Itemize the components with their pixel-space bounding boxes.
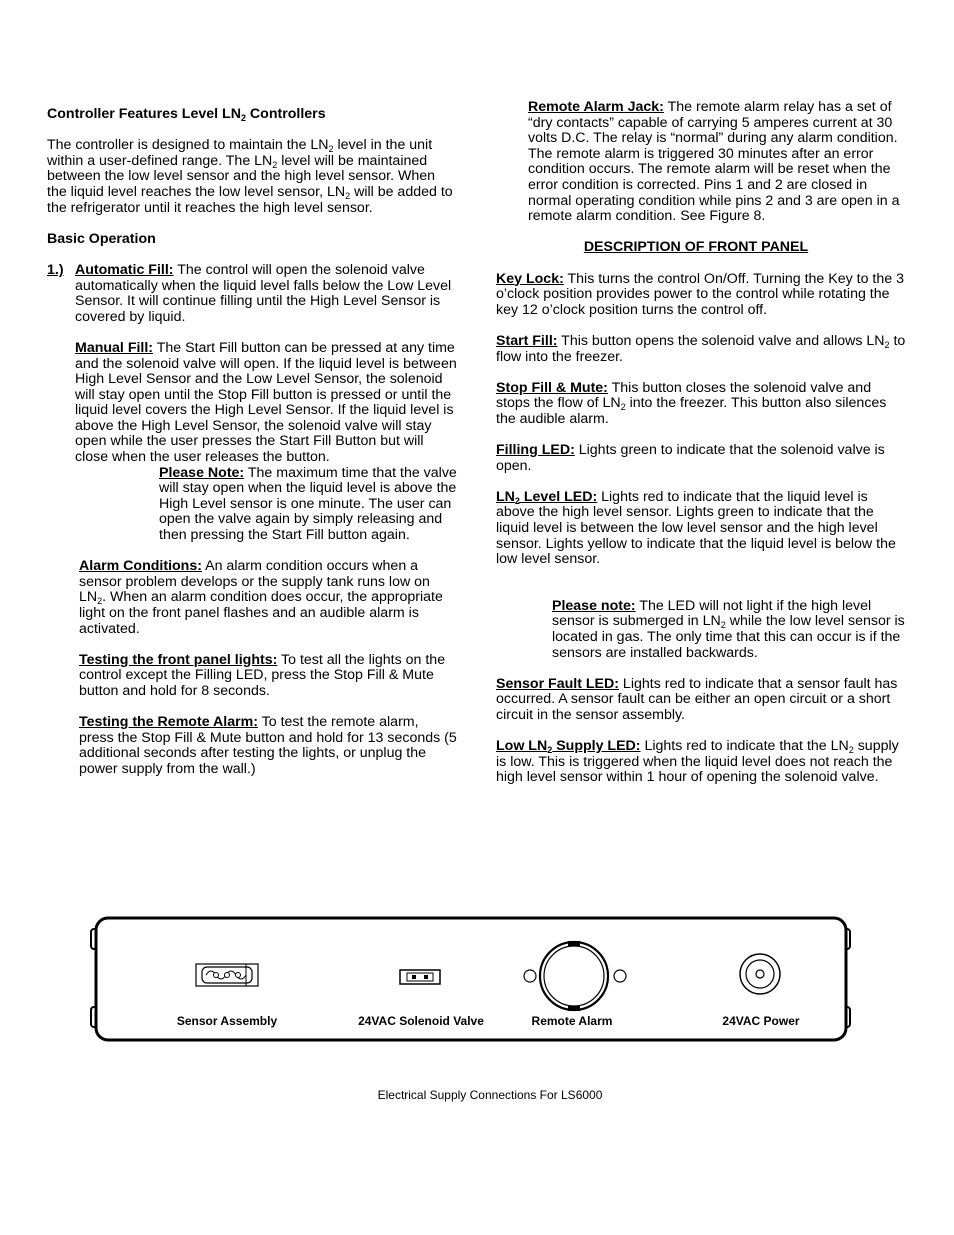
intro-paragraph (47, 138, 457, 216)
label-solenoid-valve: 24VAC Solenoid Valve (358, 1014, 484, 1028)
sensor-fault-paragraph (496, 677, 908, 724)
subscript: 2 (884, 339, 890, 350)
please-note-text: The maximum time that the valve will stay open when the liquid level is above the High Level sensor is one minute. The user can open the valve again by simply releasing and then pressing the Start Fill button again. (159, 464, 457, 544)
alarm-conditions-label: Alarm Conditions: (79, 558, 202, 575)
sensor-fault-text: Lights red to indicate that a sensor fault has occurred. A sensor fault can be either an open circuit or a short circuit in the sensor assembly. (496, 675, 898, 723)
intro-text-2: level in the unit within a user-defined range. The LN (47, 137, 433, 169)
ln2-level-led-text: Lights red to indicate that the liquid level is above the high level sensor. Lights green to indicate that the liquid level is between the low level sensor and the high level sensor. Lights yellow to indicate that the liquid level is below the low level sensor. (496, 488, 896, 568)
manual-fill-label: Manual Fill: (75, 339, 154, 356)
testing-remote-label: Testing the Remote Alarm: (79, 714, 258, 731)
start-fill-label: Start Fill: (496, 332, 558, 349)
label-text: Low LN (496, 738, 548, 755)
label-text-end: Supply LED: (552, 738, 641, 755)
subscript: 2 (848, 745, 854, 756)
label-sensor-assembly: Sensor Assembly (176, 1014, 278, 1028)
remote-alarm-jack-paragraph (528, 100, 908, 225)
label-text-end: Level LED: (519, 488, 598, 505)
filling-led-paragraph (496, 443, 908, 474)
title-text-end: Controllers (245, 106, 326, 122)
ln2-level-led-label (496, 489, 597, 505)
testing-remote-text: To test the remote alarm, press the Stop Fill & Mute button and hold for 13 seconds (5 additional seconds after testing the lights, or unplug the power supply from the wall.) (79, 714, 457, 777)
sensor-assembly-connector (196, 964, 258, 986)
start-fill-paragraph (496, 334, 908, 365)
alarm-conditions-paragraph (79, 559, 457, 637)
subscript: 2 (620, 402, 626, 413)
automatic-fill-label: Automatic Fill: (75, 261, 174, 278)
item-number: 1.) (47, 261, 64, 278)
subscript: 2 (514, 495, 520, 506)
low-supply-paragraph (496, 739, 908, 786)
subscript: 2 (240, 113, 246, 123)
sensor-fault-label: Sensor Fault LED: (496, 675, 619, 692)
remote-alarm-jack-label: Remote Alarm Jack: (528, 99, 664, 115)
section-title-controller-features (47, 107, 457, 123)
low-supply-label (496, 738, 641, 754)
solenoid-valve-connector (400, 970, 440, 984)
subscript: 2 (345, 190, 351, 201)
subscript: 2 (720, 620, 726, 631)
rear-panel-diagram (88, 912, 858, 1047)
stop-fill-label: Stop Fill & Mute: (496, 379, 608, 396)
subscript: 2 (547, 745, 553, 756)
start-fill-text-1: This button opens the solenoid valve and allows LN (557, 332, 885, 349)
start-fill-text-2: to flow into the freezer. (496, 332, 906, 365)
label-text: LN (496, 488, 515, 505)
label-power: 24VAC Power (722, 1014, 800, 1028)
key-lock-paragraph (496, 272, 908, 319)
remote-alarm-jack-text: The remote alarm relay has a set of “dry contacts” capable of carrying 5 amperes current at 30 volts D.C. The relay is “normal” during any alarm condition. The remote alarm is triggered 30 minutes after an error condition occurs. The remote alarm will be reset when the error condition is corrected. Pins 1 and 2 are closed in normal operating condition while pins 2 and 3 are open in a remote alarm condition. See Figure 8. (528, 99, 900, 225)
please-note-2-paragraph (552, 599, 908, 661)
key-lock-text: This turns the control On/Off. Turning the Key to the 3 o’clock position provides power to the control while rotating the key 12 o’clock position turns the control off. (496, 270, 904, 318)
please-note-2-label: Please note: (552, 597, 636, 614)
alarm-text-1: An alarm condition occurs when a sensor problem develops or the supply tank runs low on LN (79, 558, 430, 606)
automatic-fill-paragraph (75, 263, 457, 325)
automatic-fill-text: The control will open the solenoid valve automatically when the liquid level falls below the Low Level Sensor. It will continue filling until the High Level Sensor is covered by liquid. (75, 261, 452, 325)
right-column (496, 100, 908, 786)
subscript: 2 (97, 596, 103, 607)
please-note-paragraph (159, 466, 457, 544)
title-text: Controller Features Level LN (47, 106, 241, 122)
filling-led-text: Lights green to indicate that the solenoid valve is open. (496, 442, 885, 474)
figure-caption: Electrical Supply Connections For LS6000 (377, 1088, 603, 1102)
left-column (47, 107, 457, 778)
stop-fill-text-2: into the freezer. This button also silences the audible alarm. (496, 395, 887, 427)
key-lock-label: Key Lock: (496, 270, 564, 287)
power-connector (740, 954, 780, 994)
filling-led-label: Filling LED: (496, 442, 575, 459)
label-remote-alarm: Remote Alarm (531, 1014, 613, 1028)
intro-text-3: level will be maintained between the low level sensor and the high level sensor. When the liquid level reaches the low level sensor, LN (47, 152, 436, 200)
alarm-text-2: . When an alarm condition does occur, the appropriate light on the front panel flashes and an audible alarm is activated. (79, 589, 443, 637)
front-panel-title: DESCRIPTION OF FRONT PANEL (583, 239, 809, 256)
testing-lights-label: Testing the front panel lights: (79, 651, 278, 668)
testing-lights-text: To test all the lights on the control except the Filling LED, press the Stop Fill & Mute button and hold for 8 seconds. (79, 651, 446, 699)
rear-panel-svg (88, 912, 858, 1047)
please-note-2-text-2: while the low level sensor is located in gas. The only time that this can occur is if the sensors are installed backwards. (552, 613, 905, 661)
stop-fill-text-1: This button closes the solenoid valve and stops the flow of LN (496, 379, 872, 412)
testing-lights-paragraph (79, 653, 457, 700)
testing-remote-paragraph (79, 715, 457, 777)
subscript: 2 (328, 144, 334, 155)
section-title-basic-operation: Basic Operation (47, 230, 156, 247)
intro-text-1: The controller is designed to maintain the LN (47, 137, 329, 154)
please-note-2-text-1: The LED will not light if the high level sensor is submerged in LN (552, 597, 872, 630)
low-supply-text-2: supply is low. This is triggered when the liquid level does not reach the high level sensor within 1 hour of opening the solenoid valve. (496, 738, 899, 786)
please-note-label: Please Note: (159, 464, 245, 481)
item-1 (47, 263, 457, 325)
stop-fill-paragraph (496, 381, 908, 428)
ln2-level-led-paragraph (496, 490, 908, 568)
intro-text-4: will be added to the refrigerator until it reaches the high level sensor. (47, 183, 453, 216)
manual-fill-paragraph (75, 341, 457, 466)
subscript: 2 (272, 159, 278, 170)
low-supply-text-1: Lights red to indicate that the LN (640, 738, 849, 755)
manual-fill-text: The Start Fill button can be pressed at any time and the solenoid valve will open. If the liquid level is between High Level Sensor and the Low Level Sensor, the solenoid will stay open until the Stop Fill button is pressed or until the liquid level covers the High Level Sensor. If the liquid level is above the High Level Sensor, the solenoid valve will stay open while the user presses the Start Fill Button but will close when the user releases the button. (75, 339, 457, 466)
